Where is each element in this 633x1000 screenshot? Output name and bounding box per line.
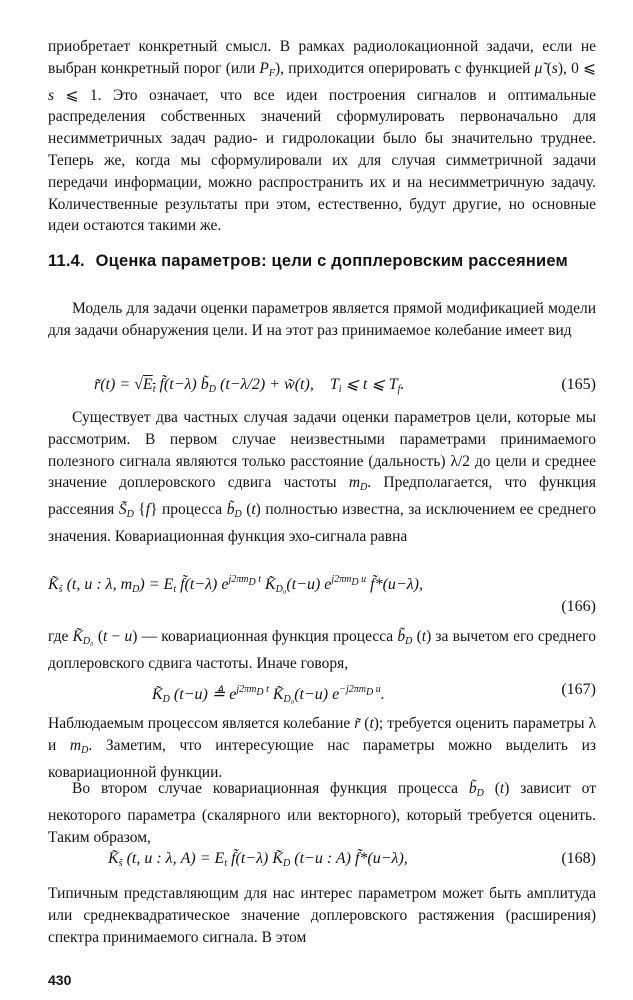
- equation-166: $K̃_{s̃}$ (t, u : λ, $m_D) = E_t$ f̃(t−λ) $e^{j2\pi m_D t}$ $K̃_{D_0}(t-u)$ $e^{j2\pi m_D u}$ f̃*(u−λ),: [48, 574, 423, 595]
- equation-number: (165): [561, 376, 596, 393]
- paragraph-where: где $K̃_{D_0}$ (t − u) — ковариационная функция процесса $b̃_D$ (t) за вычетом его среднего доплеровского сдвига частоты. Иначе говоря,: [48, 628, 596, 672]
- equation-167: $K̃_D$ (t−u) ≜ $e^{j2\pi m_D t}$ $K̃_{D_0}(t-u)$ $e^{-j2\pi m_D u}$. (167): [48, 677, 596, 703]
- paragraph-intro-continued: приобретает конкретный смысл. В рамках радиолокационной задачи, если не выбран конкретный порог (или $P_F$), приходится оперировать с функцией μ̃ (s), 0 ⩽ s ⩽ 1. Это означает, что все идеи построения сигналов и оптимальные распределения собственных значений сформулировать первоначально для несимметричных задач радио- и гидролокации было бы значительно труднее. Теперь же, когда мы сформулировали их для случая симметричной задачи передачи информации, можно распространить их и на несимметричную задачу. Количественные результаты при этом, естественно, будут другие, но основные идеи остаются такими же.: [48, 38, 596, 235]
- equation-168: $K̃_{s̃}$ (t, u : λ, $A) = E_t$ f̃(t−λ) $K̃_D$ (t−u : A) f̃*(u−λ), (168): [48, 846, 596, 872]
- section-heading: [48, 252, 608, 271]
- page-number: 430: [48, 972, 72, 988]
- paragraph-typical: Типичным представляющим для нас интерес параметром может быть амплитуда или среднеквадратическое значение доплеровского растяжения (расширения) спектра принимаемого сигнала. В этом: [48, 885, 596, 946]
- equation-number: (166): [561, 598, 596, 615]
- paragraph-model: Модель для задачи оценки параметров является прямой модификацией модели для задачи обнаружения цели. И на этот раз принимаемое колебание имеет вид: [48, 300, 596, 339]
- paragraph-observed: Наблюдаемым процессом является колебание r̃ (t); требуется оценить параметры λ и $m_D$. Заметим, что интересующие нас параметры можно выделить из ковариационной функции.: [48, 715, 597, 781]
- paragraph-second-case: Во втором случае ковариационная функция процесса $b̃_D$ (t) зависит от некоторого параметра (скалярного или векторного), который требуется оценить. Таким образом,: [48, 780, 596, 846]
- equation-165: r̃(t) = $√E_t$ f̃(t−λ) $b̃_D$ (t−λ/2) + w̃(t), $T_i$ ⩽ t ⩽ $T_f$. (165): [48, 372, 596, 398]
- equation-number: (168): [561, 850, 596, 867]
- section-number: 11.4.: [48, 252, 85, 270]
- section-title: Оценка параметров: цели с допплеровским рассеянием: [95, 252, 568, 270]
- paragraph-first-case: Существует два частных случая задачи оценки параметров цели, которые мы рассмотрим. В первом случае неизвестными параметрами принимаемого полезного сигнала являются только расстояние (дальность) λ/2 до цели и среднее значение доплеровского сдвига частоты $m_D$. Предполагается, что функция рассеяния $S̃_D$ {f} процесса $b̃_D$ (t) полностью известна, за исключением ее среднего значения. Ковариационная функция эхо-сигнала равна: [48, 409, 596, 545]
- equation-number: (167): [561, 681, 596, 698]
